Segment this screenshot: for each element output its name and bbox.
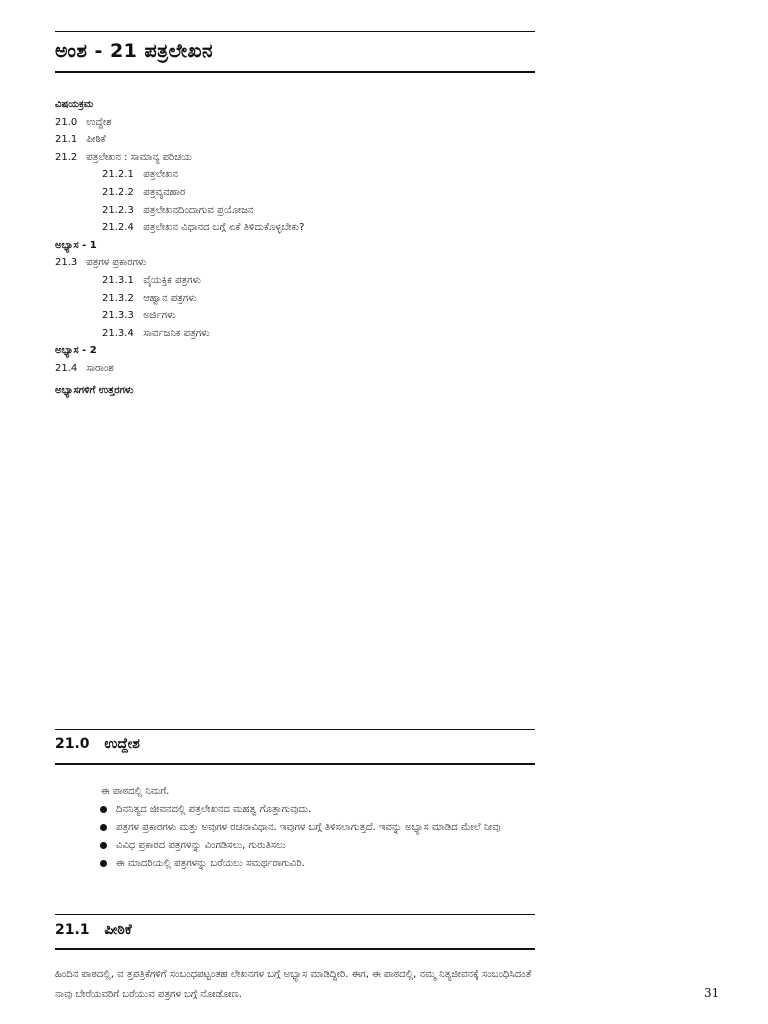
section-210-heading (55, 736, 140, 752)
section-211-top-rule (55, 914, 535, 915)
toc-answers: ಅಭ್ಯಾಸಗಳಿಗೆ ಉತ್ತರಗಳು (55, 384, 134, 396)
section-210-bottom-rule (55, 763, 535, 765)
section-title: ಉದ್ದೇಶ (104, 736, 140, 752)
toc-subitem (55, 307, 535, 325)
toc-item (55, 254, 535, 272)
toc-label: ಉದ್ದೇಶ (86, 116, 112, 128)
section-211-bottom-rule (55, 948, 535, 950)
objectives-intro: ಈ ಪಾಠದಲ್ಲಿ ನಿಮಗೆ. (101, 786, 170, 797)
list-item (97, 820, 537, 836)
toc-label: ಪತ್ರಲೇಖನದಿಂದಾಗುವ ಪ್ರಯೋಜನ (143, 204, 254, 216)
bullet-icon (100, 806, 107, 813)
toc-number: 21.3.4 (102, 327, 134, 339)
toc-label: ಪತ್ರಗಳ ಪ್ರಕಾರಗಳು (86, 257, 147, 269)
list-item-text: ಪತ್ರಗಳ ಪ್ರಕಾರಗಳು ಮತ್ತು ಅವುಗಳ ರಚನಾವಿಧಾನ. ಇವುಗಳ ಬಗ್ಗೆ ತಿಳಿಸಲಾಗುತ್ತದೆ. ಇವನ್ನು ಅಭ್ಯಾಸ ಮಾಡಿದ ಮೇಲೆ ನೀವು (116, 822, 501, 833)
toc-number: 21.3.2 (102, 292, 134, 304)
toc-number: 21.2 (55, 151, 78, 163)
toc-item (55, 149, 535, 167)
toc-number: 21.1 (55, 134, 78, 146)
list-item (97, 838, 537, 854)
toc-label: ಪತ್ರಲೇಖನ (143, 169, 178, 181)
toc-subitem (55, 202, 535, 220)
toc-label: ಸಾರಾಂಶ (86, 362, 114, 374)
objectives-list (97, 782, 537, 874)
section-title: ಪೀಠಿಕೆ (104, 922, 132, 938)
toc-exercise-1: ಅಭ್ಯಾಸ - 1 (55, 239, 97, 251)
toc-label: ವೈಯಕ್ತಿಕ ಪತ್ರಗಳು (143, 274, 202, 286)
list-item (97, 856, 537, 872)
section-210-top-rule (55, 729, 535, 730)
toc-label: ಆಹ್ವಾನ ಪತ್ರಗಳು (143, 292, 197, 304)
toc-number: 21.0 (55, 116, 78, 128)
toc-number: 21.3 (55, 257, 78, 269)
toc-label: ಪತ್ರಲೇಖನ ವಿಧಾನದ ಬಗ್ಗೆ ಏಕೆ ತಿಳಿದುಕೊಳ್ಳಬೇಕು? (143, 222, 305, 234)
section-211-heading (55, 922, 132, 938)
table-of-contents (55, 96, 535, 399)
list-item-text: ವಿವಿಧ ಪ್ರಕಾರದ ಪತ್ರಗಳನ್ನು ವಿಂಗಡಿಸಲು, ಗುರುತಿಸಲು (116, 840, 286, 851)
page-number: 31 (704, 986, 720, 1000)
toc-label: ಪೀಠಿಕೆ (86, 134, 106, 146)
section-number: 21.1 (55, 922, 90, 938)
toc-subitem (55, 290, 535, 308)
list-item-text: ದಿನನಿತ್ಯದ ಜೀವನದಲ್ಲಿ ಪತ್ರಲೇಖನದ ಮಹತ್ವ ಗೊತ್ತಾಗುವುದು. (116, 804, 312, 815)
section-number: 21.0 (55, 736, 90, 752)
bullet-icon (100, 842, 107, 849)
toc-number: 21.2.1 (102, 169, 134, 181)
toc-label: ಪತ್ರವ್ಯವಹಾರ (143, 186, 186, 198)
toc-subitem (55, 166, 535, 184)
toc-subitem (55, 325, 535, 343)
toc-heading: ವಿಷಯಕ್ರಮ (55, 99, 94, 110)
header-top-rule (55, 31, 535, 32)
toc-number: 21.3.3 (102, 310, 134, 322)
toc-number: 21.2.4 (102, 222, 134, 234)
toc-number: 21.2.2 (102, 186, 134, 198)
toc-number: 21.3.1 (102, 274, 134, 286)
toc-number: 21.2.3 (102, 204, 134, 216)
chapter-title: ಅಂಶ - 21 ಪತ್ರಲೇಖನ (55, 40, 214, 62)
toc-label: ಅರ್ಜಿಗಳು (143, 310, 176, 322)
intro-paragraph: ಹಿಂದಿನ ಪಾಠದಲ್ಲಿ, ವ ತ್ತಪತ್ರಿಕೆಗಳಿಗೆ ಸಂಬಂಧಪಟ್ಟಂತಹ ಲೇಖನಗಳ ಬಗ್ಗೆ ಅಭ್ಯಾಸ ಮಾಡಿದ್ದೀರಿ. ಈಗ, ಈ ಪಾಠದಲ್ಲಿ, ನಮ್ಮ ನಿತ್ಯಜೀವನಕ್ಕೆ ಸಂಬಂಧಿಸಿದಂತೆ ನಾವು ಬೇರೆಯವರಿಗೆ ಬರೆಯುವ ಪತ್ರಗಳ ಬಗ್ಗೆ ನೋಡೋಣ. (55, 969, 532, 1000)
toc-exercise-2: ಅಭ್ಯಾಸ - 2 (55, 345, 97, 357)
toc-item (55, 114, 535, 132)
toc-item (55, 360, 535, 378)
toc-label: ಸಾರ್ವಜನಿಕ ಪತ್ರಗಳು (143, 327, 210, 339)
toc-subitem (55, 272, 535, 290)
toc-subitem (55, 184, 535, 202)
toc-subitem (55, 219, 535, 237)
bullet-icon (100, 860, 107, 867)
toc-label: ಪತ್ರಲೇಖನ : ಸಾಮಾನ್ಯ ಪರಿಚಯ (86, 151, 192, 163)
bullet-icon (100, 824, 107, 831)
list-item (97, 802, 537, 818)
toc-number: 21.4 (55, 362, 78, 374)
toc-item (55, 131, 535, 149)
list-item-text: ಈ ಮಾದರಿಯಲ್ಲಿ ಪತ್ರಗಳನ್ನು ಬರೆಯಲು ಸಮರ್ಥರಾಗುವಿರಿ. (116, 858, 305, 869)
header-bottom-rule (55, 71, 535, 73)
